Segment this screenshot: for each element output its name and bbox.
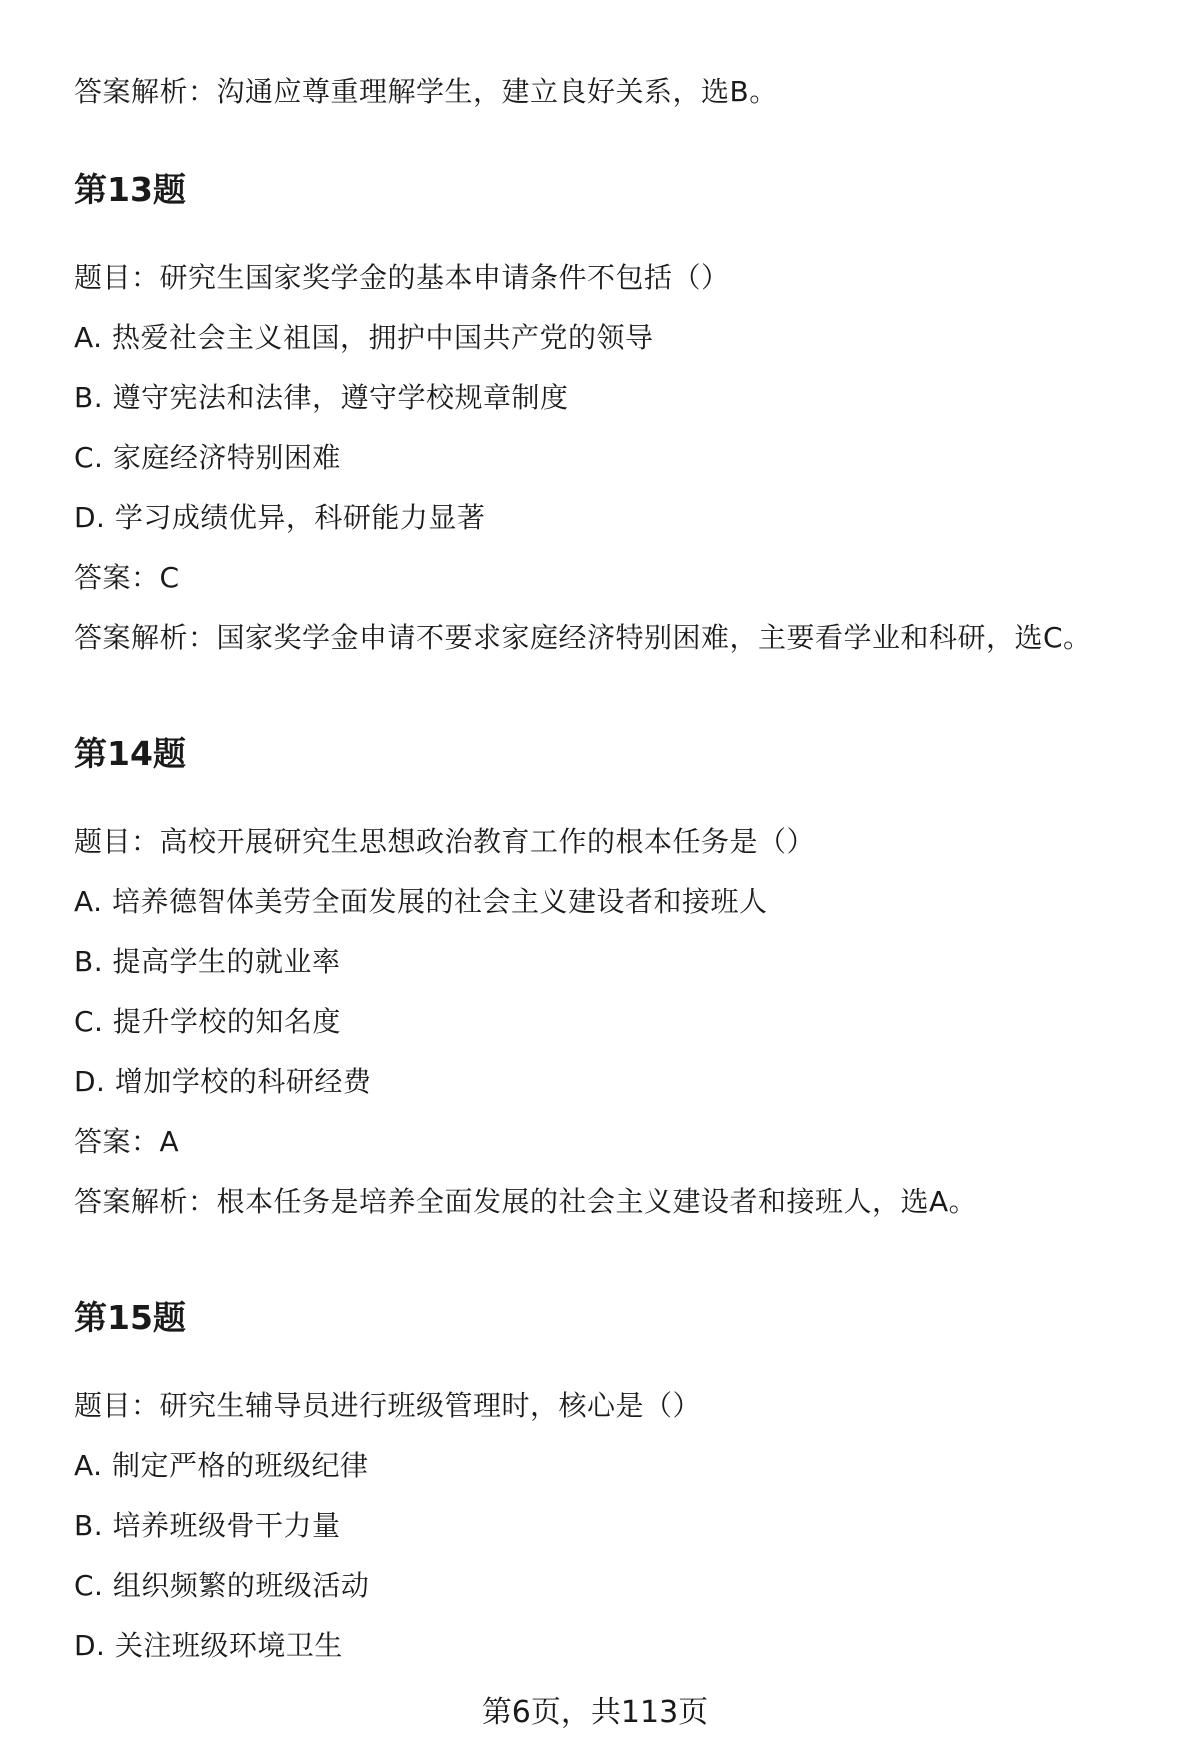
answer-explanation: 答案解析：国家奖学金申请不要求家庭经济特别困难，主要看学业和科研，选C。 [74, 621, 1092, 654]
question-heading: 第13题 [74, 170, 186, 209]
option-a: A. 制定严格的班级纪律 [74, 1449, 369, 1482]
option-c: C. 组织频繁的班级活动 [74, 1569, 370, 1602]
option-b: B. 培养班级骨干力量 [74, 1509, 341, 1542]
option-c: C. 提升学校的知名度 [74, 1005, 341, 1038]
page-number: 第6页，共113页 [481, 1695, 709, 1730]
option-a: A. 热爱社会主义祖国，拥护中国共产党的领导 [74, 321, 654, 354]
option-d: D. 关注班级环境卫生 [74, 1629, 343, 1662]
option-d: D. 增加学校的科研经费 [74, 1065, 372, 1098]
option-c: C. 家庭经济特别困难 [74, 441, 341, 474]
question-heading: 第14题 [74, 734, 186, 773]
option-b: B. 提高学生的就业率 [74, 945, 341, 978]
question-stem: 题目：高校开展研究生思想政治教育工作的根本任务是（） [74, 825, 816, 858]
option-a: A. 培养德智体美劳全面发展的社会主义建设者和接班人 [74, 885, 768, 918]
option-d: D. 学习成绩优异，科研能力显著 [74, 501, 486, 534]
answer: 答案：C [74, 561, 180, 594]
answer: 答案：A [74, 1125, 180, 1158]
question-heading: 第15题 [74, 1298, 186, 1337]
answer-explanation: 答案解析：根本任务是培养全面发展的社会主义建设者和接班人，选A。 [74, 1185, 978, 1218]
option-b: B. 遵守宪法和法律，遵守学校规章制度 [74, 381, 569, 414]
question-stem: 题目：研究生辅导员进行班级管理时，核心是（） [74, 1389, 702, 1422]
answer-explanation: 答案解析：沟通应尊重理解学生，建立良好关系，选B。 [74, 75, 778, 108]
question-stem: 题目：研究生国家奖学金的基本申请条件不包括（） [74, 261, 730, 294]
